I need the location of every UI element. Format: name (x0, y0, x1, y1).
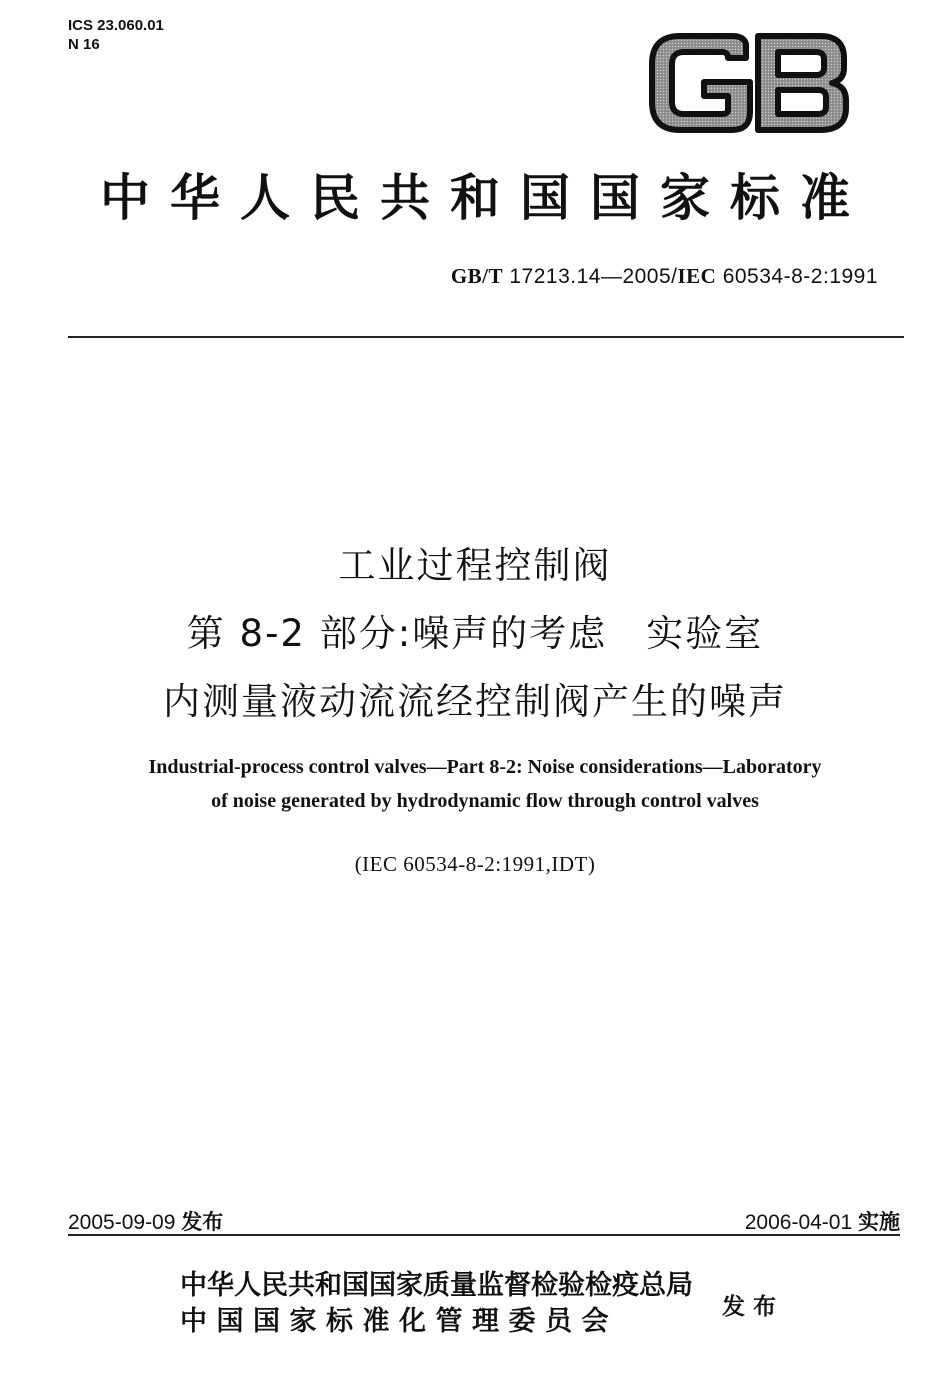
classification-codes (68, 16, 164, 54)
iec-prefix: IEC (677, 264, 717, 288)
header-divider (68, 336, 904, 338)
english-title (60, 750, 910, 818)
implementation-date-value: 2006-04-01 (744, 1211, 853, 1234)
gb-logo-icon (644, 30, 854, 136)
standard-prefix: GB/T (450, 264, 504, 288)
chinese-title-line-3: 内测量液动流流经控制阀产生的噪声 (163, 680, 787, 723)
chinese-title-line-2: 第 8-2 部分:噪声的考虑 实验室 (186, 612, 764, 655)
issuer-2: 中国国家标准化管理委员会 (180, 1306, 618, 1337)
standard-number (451, 264, 878, 289)
chinese-title (0, 532, 950, 736)
issuer-1: 中华人民共和国国家质量监督检验检疫总局 (180, 1270, 693, 1301)
issuing-authorities (180, 1268, 693, 1340)
issue-date-value: 2005-09-09 (68, 1211, 176, 1234)
equivalence-reference: (IEC 60534-8-2:1991,IDT) (354, 852, 596, 876)
ics-code: ICS 23.060.01 (68, 17, 164, 34)
chinese-title-line-1: 工业过程控制阀 (338, 544, 612, 587)
publish-label: 发布 (722, 1293, 784, 1320)
standard-code: 17213.14—2005/ (509, 265, 678, 288)
english-title-line-1: Industrial-process control valves—Part 8-2: Noise considerations—Laboratory (148, 756, 822, 778)
english-title-line-2: of noise generated by hydrodynamic flow through control valves (211, 790, 759, 812)
implementation-date (745, 1206, 900, 1236)
iec-code: 60534-8-2:1991 (722, 265, 878, 288)
category-code: N 16 (68, 36, 100, 53)
implementation-date-label: 实施 (858, 1210, 900, 1234)
footer-divider (68, 1234, 900, 1236)
national-standard-title: 中华人民共和国国家标准 (100, 168, 870, 227)
issue-date (68, 1206, 223, 1236)
issue-date-label: 发布 (181, 1210, 224, 1234)
